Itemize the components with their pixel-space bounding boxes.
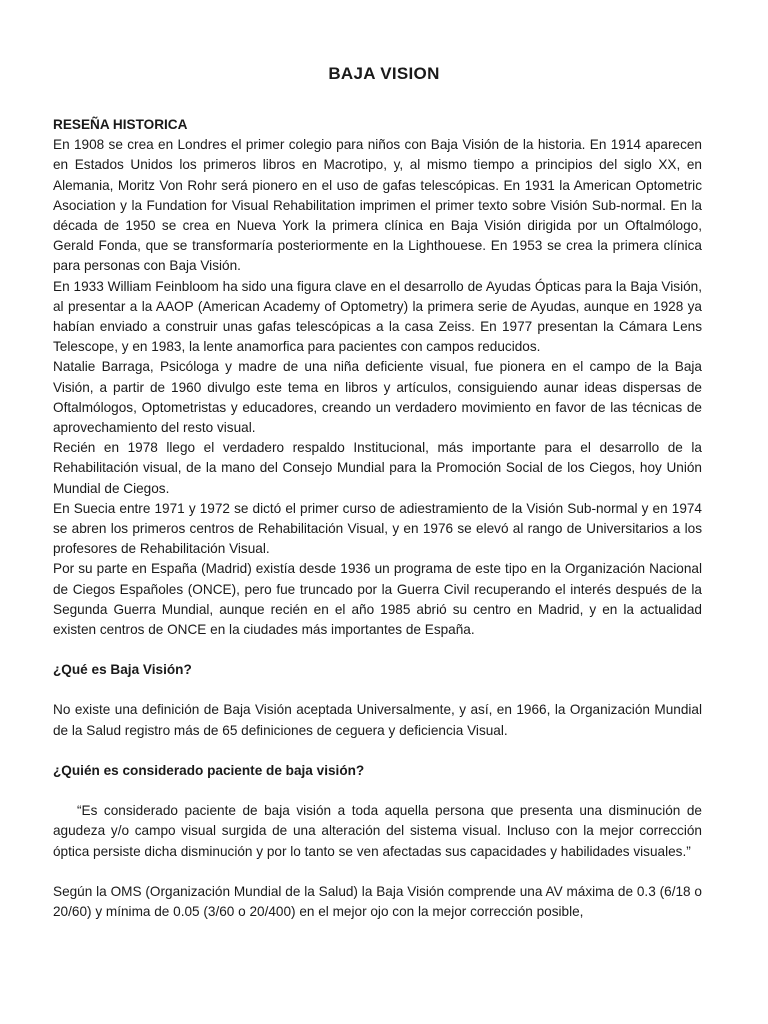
document-body xyxy=(53,115,702,922)
spacer xyxy=(53,640,702,660)
quote-definicion: “Es considerado paciente de baja visión a toda aquella persona que presenta una disminución de agudeza y/o campo visual surgida de una alteración del sistema visual. Incluso con la mejor corrección óptica persiste dicha disminución y por lo tanto se ven afectadas sus capacidades y habilidades visuales.” xyxy=(53,803,702,859)
paragraph-barraga: Natalie Barraga, Psicóloga y madre de una niña deficiente visual, fue pionera en el campo de la Baja Visión, a partir de 1960 divulgo este tema en libros y artículos, consiguiendo aunar ideas dispersas de Oftalmólogos, Optometristas y educadores, creando un verdadero movimiento en favor de las técnicas de aprovechamiento del resto visual. xyxy=(53,359,702,436)
spacer xyxy=(53,781,702,801)
spacer xyxy=(53,741,702,761)
paragraph-1933: En 1933 William Feinbloom ha sido una figura clave en el desarrollo de Ayudas Ópticas para la Baja Visión, al presentar a la AAOP (American Academy of Optometry) la primera serie de Ayudas, aunque en 1928 ya habían enviado a construir unas gafas telescópicas a la casa Zeiss. En 1977 presentan la Cámara Lens Telescope, y en 1983, la lente anamorfica para pacientes con campos reducidos. xyxy=(53,278,702,355)
section-heading-resena: RESEÑA HISTORICA xyxy=(53,117,188,132)
spacer xyxy=(53,862,702,882)
paragraph-espana: Por su parte en España (Madrid) existía desde 1936 un programa de este tipo en la Organización Nacional de Ciegos Españoles (ONCE), pero fue truncado por la Guerra Civil recuperando el interés después de la Segunda Guerra Mundial, aunque recién en el año 1985 abrió su centro en Madrid, y en la actualidad existen centros de ONCE en la ciudades más importantes de España. xyxy=(53,561,702,638)
paragraph-1908: En 1908 se crea en Londres el primer colegio para niños con Baja Visión de la historia. En 1914 aparecen en Estados Unidos los primeros libros en Macrotipo, y, al mismo tiempo a principios del siglo XX, en Alemania, Moritz Von Rohr será pionero en el uso de gafas telescópicas. En 1931 la American Optometric Asociation y la Fundation for Visual Rehabilitation imprimen el primer texto sobre Visión Sub-normal. En la década de 1950 se crea en Nueva York la primera clínica en Baja Visión dirigida por un Oftalmólogo, Gerald Fonda, que se transformaría posteriormente en la Lighthouese. En 1953 se crea la primera clínica para personas con Baja Visión. xyxy=(53,137,702,274)
bullet-text: Según la OMS (Organización Mundial de la Salud) la Baja Visión comprende una AV máxima de 0.3 (6/18 o 20/60) y mínima de 0.05 (3/60 o 20/400) en el mejor ojo con la mejor corrección posible, xyxy=(53,883,702,919)
section-heading-que-es: ¿Qué es Baja Visión? xyxy=(53,662,192,678)
section-heading-quien: ¿Quién es considerado paciente de baja visión? xyxy=(53,762,365,778)
paragraph-suecia: En Suecia entre 1971 y 1972 se dictó el primer curso de adiestramiento de la Visión Sub-normal y en 1974 se abren los primeros centros de Rehabilitación Visual, y en 1976 se elevó al rango de Universitarios a los profesores de Rehabilitación Visual. xyxy=(53,500,702,557)
paragraph-1978: Recién en 1978 llego el verdadero respaldo Institucional, más importante para el desarrollo de la Rehabilitación visual, de la mano del Consejo Mundial para la Promoción Social de los Ciegos, hoy Unión Mundial de Ciegos. xyxy=(53,440,702,496)
bullet-item-oms xyxy=(53,882,702,922)
document-title: BAJA VISION xyxy=(328,64,440,83)
paragraph-definicion: No existe una definición de Baja Visión aceptada Universalmente, y así, en 1966, la Organización Mundial de la Salud registro más de 65 definiciones de ceguera y deficiencia Visual. xyxy=(53,702,702,738)
spacer xyxy=(53,680,702,700)
